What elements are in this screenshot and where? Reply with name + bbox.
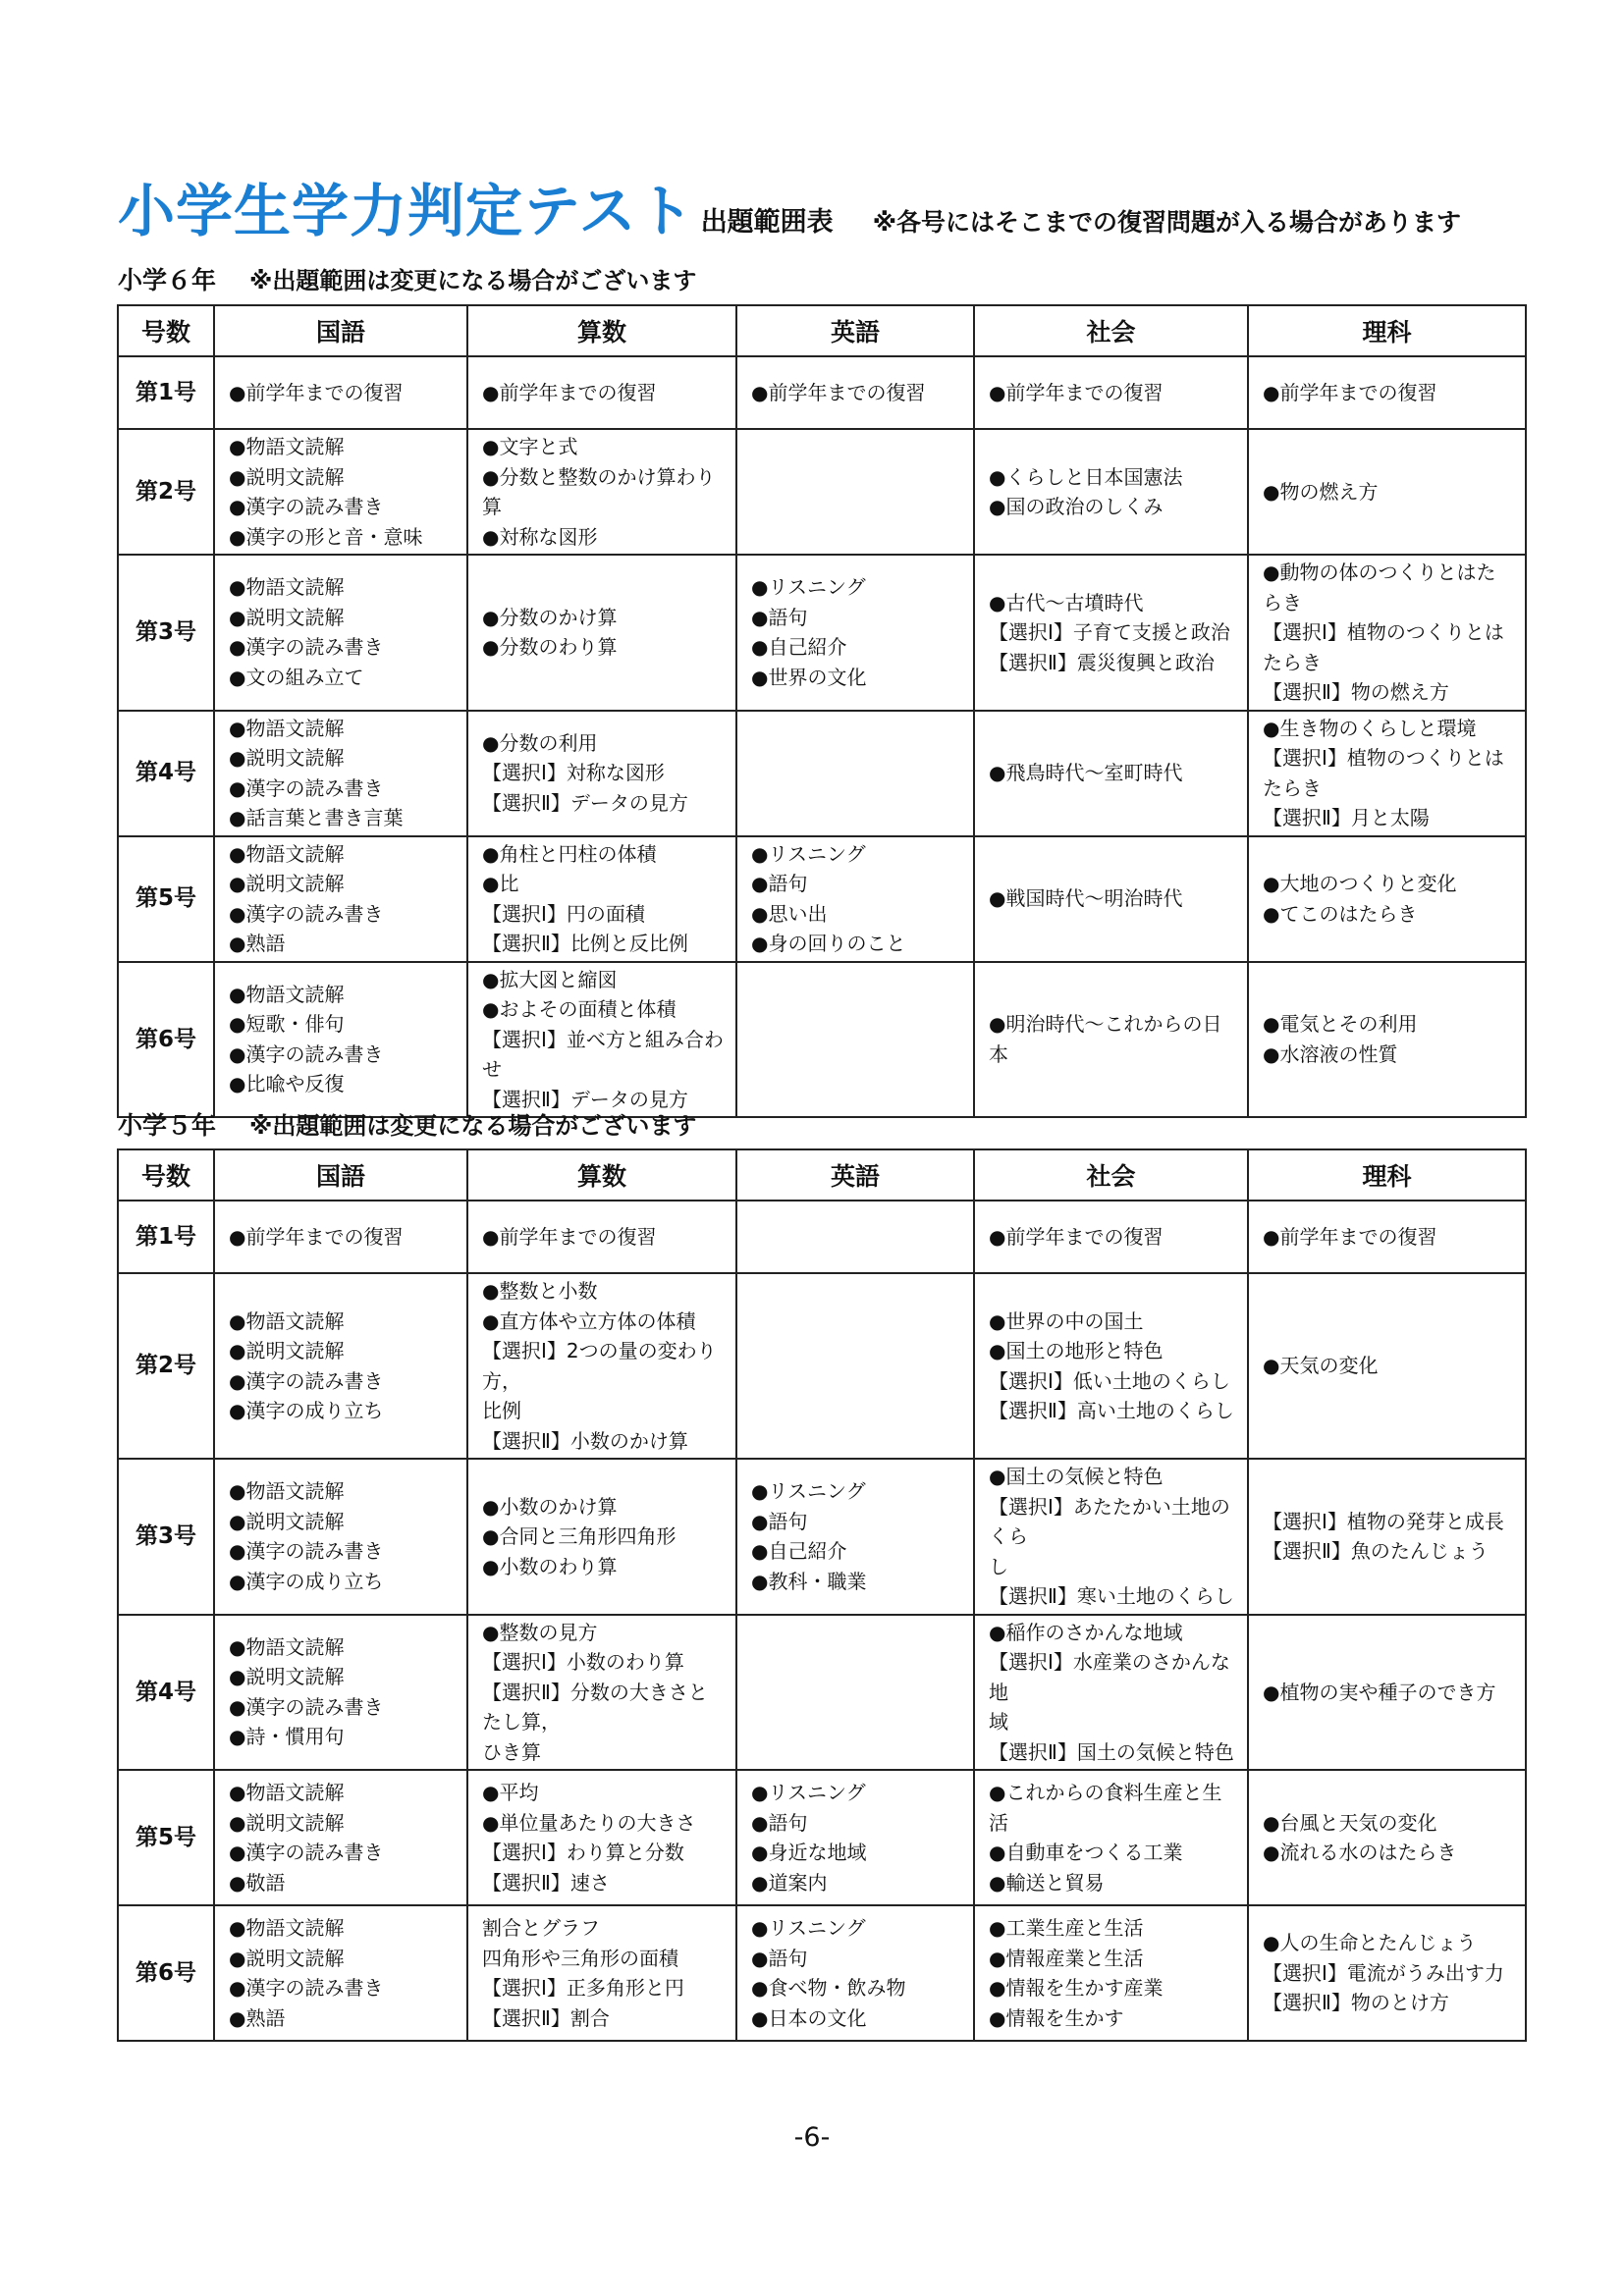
topic-item: ●文の組み立て [229, 665, 364, 689]
topic-item: ●およその面積と体積 [482, 997, 677, 1021]
issue-number: 第1号 [118, 1201, 214, 1273]
topic-item: ●日本の文化 [751, 2005, 867, 2030]
issue-number: 第3号 [118, 555, 214, 711]
topic-item: ●直方体や立方体の体積 [482, 1308, 696, 1333]
topic-item: ●国土の地形と特色 [989, 1339, 1164, 1362]
cell-english [736, 1459, 974, 1615]
cell-math [467, 356, 736, 429]
header-note: ※各号にはそこまでの復習問題が入る場合があります [872, 208, 1461, 237]
topic-item: ●短歌・俳句 [229, 1012, 345, 1037]
topic-item: ●拡大図と縮図 [482, 967, 618, 991]
topic-item: ●くらしと日本国憲法 [989, 464, 1183, 489]
cell-science [1248, 711, 1526, 836]
topic-item: ●工業生産と生活 [989, 1916, 1144, 1940]
topic-item: し [989, 1554, 1008, 1578]
topic-item: ●前学年までの復習 [482, 380, 657, 404]
topic-item: ●動物の体のつくりとはたらき [1263, 561, 1496, 614]
cell-math [467, 555, 736, 711]
topic-item: ●小数のかけ算 [482, 1494, 618, 1519]
topic-item: ●熟語 [229, 2005, 286, 2030]
topic-item: ●世界の中の国土 [989, 1308, 1144, 1333]
topic-item: 【選択Ⅰ】子育て支援と政治 [989, 620, 1230, 644]
cell-science [1248, 1905, 1526, 2041]
column-header: 英語 [736, 1149, 974, 1201]
cell-english [736, 711, 974, 836]
cell-math [467, 1273, 736, 1459]
cell-english [736, 1905, 974, 2041]
section-note: ※出題範囲は変更になる場合がございます [249, 267, 697, 294]
topic-item: 【選択Ⅱ】速さ [482, 1870, 610, 1895]
cell-science [1248, 962, 1526, 1118]
issue-number: 第4号 [118, 1615, 214, 1771]
topic-item: 【選択Ⅰ】小数のわり算 [482, 1650, 684, 1674]
topic-item: ●平均 [482, 1781, 539, 1804]
cell-science [1248, 1770, 1526, 1905]
topic-item: ●説明文読解 [229, 464, 345, 489]
topic-item: ●漢字の成り立ち [229, 1569, 384, 1593]
topic-item: 四角形や三角形の面積 [482, 1946, 678, 1970]
topic-item: ●詩・慣用句 [229, 1725, 345, 1749]
topic-item: 【選択Ⅰ】正多角形と円 [482, 1976, 684, 2000]
table-row [118, 711, 1526, 836]
topic-item: ●物語文読解 [229, 435, 345, 458]
issue-number: 第6号 [118, 962, 214, 1118]
topic-item: 【選択Ⅰ】あたたかい土地のくら [989, 1494, 1230, 1548]
topic-item: ●語句 [751, 1810, 808, 1835]
topic-item: ●熟語 [229, 932, 286, 955]
topic-item: 【選択Ⅰ】植物のつくりとはたらき [1263, 746, 1504, 800]
topic-item: ●単位量あたりの大きさ [482, 1810, 696, 1835]
cell-math [467, 429, 736, 555]
topic-item: ●説明文読解 [229, 605, 345, 629]
table-row [118, 1770, 1526, 1905]
topic-item: ●リスニング [751, 1479, 866, 1504]
topic-item: ●合同と三角形四角形 [482, 1524, 677, 1548]
cell-japanese [214, 836, 467, 962]
topic-item: 【選択Ⅱ】月と太陽 [1263, 806, 1430, 829]
cell-social [974, 1459, 1248, 1615]
cell-social [974, 429, 1248, 555]
topic-item: ●道案内 [751, 1870, 828, 1895]
topic-item: ●台風と天気の変化 [1263, 1810, 1437, 1835]
cell-social [974, 1201, 1248, 1273]
cell-science [1248, 1615, 1526, 1771]
page-subtitle: 出題範囲表 [700, 207, 834, 238]
cell-english [736, 356, 974, 429]
table-row [118, 555, 1526, 711]
topic-item: ●情報産業と生活 [989, 1946, 1144, 1970]
cell-math [467, 1459, 736, 1615]
topic-item: ●食べ物・飲み物 [751, 1976, 906, 2000]
topic-item: ●小数のわり算 [482, 1554, 618, 1578]
column-header: 算数 [467, 305, 736, 356]
topic-item: ●語句 [751, 872, 808, 895]
topic-item: ●物語文読解 [229, 1781, 345, 1804]
table-row [118, 429, 1526, 555]
topic-item: 【選択Ⅰ】2つの量の変わり方， [482, 1339, 717, 1393]
cell-math [467, 1615, 736, 1771]
topic-item: ●説明文読解 [229, 1946, 345, 1970]
topic-item: ●水溶液の性質 [1263, 1041, 1398, 1066]
topic-item: ●物語文読解 [229, 1479, 345, 1504]
cell-science [1248, 555, 1526, 711]
topic-item: ●説明文読解 [229, 1810, 345, 1835]
topic-item: ●前学年までの復習 [229, 1224, 404, 1249]
cell-math [467, 836, 736, 962]
column-header: 国語 [214, 305, 467, 356]
topic-item: ●漢字の読み書き [229, 775, 384, 800]
column-header: 理科 [1248, 305, 1526, 356]
cell-math [467, 1770, 736, 1905]
topic-item: 【選択Ⅱ】データの見方 [482, 1087, 688, 1111]
topic-item: ●敬語 [229, 1870, 286, 1895]
topic-item: 割合とグラフ [482, 1916, 600, 1940]
issue-number: 第6号 [118, 1905, 214, 2041]
topic-item: ●角柱と円柱の体積 [482, 841, 657, 866]
topic-item: ●物語文読解 [229, 575, 345, 600]
column-header: 英語 [736, 305, 974, 356]
topic-item: ●飛鳥時代～室町時代 [989, 761, 1183, 785]
topic-item: ●前学年までの復習 [1263, 1224, 1437, 1249]
table-row [118, 1459, 1526, 1615]
topic-item: ●世界の文化 [751, 665, 867, 689]
topic-item: 【選択Ⅱ】小数のかけ算 [482, 1428, 688, 1453]
topic-item: ●教科・職業 [751, 1569, 867, 1593]
grade5-heading [118, 1106, 696, 1142]
cell-social [974, 1615, 1248, 1771]
cell-japanese [214, 555, 467, 711]
topic-item: ●説明文読解 [229, 1665, 345, 1689]
topic-item: 【選択Ⅱ】物のとけ方 [1263, 1991, 1449, 2015]
topic-item: ●生き物のくらしと環境 [1263, 716, 1477, 740]
topic-item: 域 [989, 1710, 1008, 1734]
topic-item: ●大地のつくりと変化 [1263, 872, 1457, 895]
topic-item: ●漢字の読み書き [229, 1694, 384, 1719]
cell-english [736, 1273, 974, 1459]
cell-japanese [214, 1459, 467, 1615]
topic-item: ●前学年までの復習 [751, 380, 926, 404]
topic-item: ●整数と小数 [482, 1279, 598, 1303]
topic-item: ●話言葉と書き言葉 [229, 806, 404, 829]
topic-item: ●リスニング [751, 1916, 866, 1940]
table-row [118, 836, 1526, 962]
topic-item: ●漢字の読み書き [229, 635, 384, 660]
topic-item: 比例 [482, 1399, 521, 1422]
topic-item: ●説明文読解 [229, 872, 345, 895]
topic-item: ●分数のわり算 [482, 635, 618, 660]
cell-english [736, 1201, 974, 1273]
topic-item: 【選択Ⅰ】植物の発芽と成長 [1263, 1509, 1504, 1533]
issue-number: 第2号 [118, 1273, 214, 1459]
grade6-heading [118, 261, 696, 296]
cell-japanese [214, 1201, 467, 1273]
topic-item: ●国土の気候と特色 [989, 1465, 1164, 1488]
topic-item: ●語句 [751, 605, 808, 629]
issue-number: 第5号 [118, 836, 214, 962]
topic-item: ●前学年までの復習 [989, 1224, 1164, 1249]
topic-item: ●説明文読解 [229, 746, 345, 770]
column-header: 号数 [118, 305, 214, 356]
topic-item: 【選択Ⅱ】魚のたんじょう [1263, 1539, 1489, 1564]
topic-item: ●漢字の成り立ち [229, 1399, 384, 1422]
topic-item: 【選択Ⅰ】低い土地のくらし [989, 1368, 1230, 1393]
topic-item: ●文字と式 [482, 435, 578, 458]
issue-number: 第4号 [118, 711, 214, 836]
topic-item: 【選択Ⅱ】比例と反比例 [482, 932, 688, 955]
topic-item: 【選択Ⅱ】寒い土地のくらし [989, 1584, 1234, 1608]
cell-social [974, 962, 1248, 1118]
topic-item: ●漢字の読み書き [229, 1841, 384, 1864]
cell-science [1248, 356, 1526, 429]
cell-english [736, 836, 974, 962]
topic-item: ●自己紹介 [751, 1539, 847, 1564]
topic-item: ●物語文読解 [229, 1634, 345, 1659]
cell-english [736, 1615, 974, 1771]
topic-item: 【選択Ⅱ】震災復興と政治 [989, 650, 1215, 674]
topic-item: ●明治時代～これからの日本 [989, 1012, 1222, 1066]
topic-item: ●自動車をつくる工業 [989, 1841, 1183, 1864]
cell-social [974, 555, 1248, 711]
topic-item: 【選択Ⅱ】割合 [482, 2005, 610, 2030]
topic-item: ●物語文読解 [229, 1916, 345, 1940]
column-header: 算数 [467, 1149, 736, 1201]
topic-item: ●これからの食料生産と生活 [989, 1781, 1222, 1835]
topic-item: ●漢字の読み書き [229, 1539, 384, 1564]
topic-item: ●戦国時代～明治時代 [989, 886, 1183, 911]
topic-item: ●漢字の読み書き [229, 495, 384, 518]
topic-item: ●漢字の形と音・意味 [229, 524, 423, 549]
cell-social [974, 836, 1248, 962]
header-row [118, 1149, 1526, 1201]
cell-japanese [214, 711, 467, 836]
topic-item: 【選択Ⅱ】高い土地のくらし [989, 1399, 1234, 1422]
cell-japanese [214, 429, 467, 555]
cell-japanese [214, 1273, 467, 1459]
topic-item: ●思い出 [751, 901, 828, 926]
cell-science [1248, 1459, 1526, 1615]
cell-social [974, 356, 1248, 429]
topic-item: ●漢字の読み書き [229, 1041, 384, 1066]
topic-item: ●稲作のさかんな地域 [989, 1620, 1183, 1644]
topic-item: 【選択Ⅰ】植物のつくりとはたらき [1263, 620, 1504, 674]
table-row [118, 1615, 1526, 1771]
cell-japanese [214, 356, 467, 429]
topic-item: ●身の回りのこと [751, 932, 906, 955]
table-row [118, 356, 1526, 429]
topic-item: ●物語文読解 [229, 982, 345, 1006]
topic-item: ●流れる水のはたらき [1263, 1841, 1457, 1864]
topic-item: ●前学年までの復習 [989, 380, 1164, 404]
topic-item: ●電気とその利用 [1263, 1012, 1418, 1037]
topic-item: 【選択Ⅱ】データの見方 [482, 790, 688, 815]
topic-item: ひき算 [482, 1739, 541, 1764]
issue-number: 第3号 [118, 1459, 214, 1615]
column-header: 国語 [214, 1149, 467, 1201]
cell-english [736, 429, 974, 555]
topic-item: ●物語文読解 [229, 716, 345, 740]
topic-item: ●自己紹介 [751, 635, 847, 660]
grade6-range-table [117, 304, 1527, 1118]
topic-item: ●身近な地域 [751, 1841, 867, 1864]
topic-item: ●対称な図形 [482, 524, 598, 549]
topic-item: ●物語文読解 [229, 1308, 345, 1333]
topic-item: ●前学年までの復習 [1263, 380, 1437, 404]
cell-math [467, 962, 736, 1118]
topic-item: ●前学年までの復習 [482, 1224, 657, 1249]
topic-item: ●分数と整数のかけ算わり算 [482, 464, 716, 518]
topic-item: ●植物の実や種子のでき方 [1263, 1680, 1496, 1704]
topic-item: 【選択Ⅰ】対称な図形 [482, 761, 665, 785]
topic-item: ●情報を生かす産業 [989, 1976, 1164, 2000]
topic-item: 【選択Ⅱ】国土の気候と特色 [989, 1739, 1234, 1764]
topic-item: ●前学年までの復習 [229, 380, 404, 404]
topic-item: ●分数のかけ算 [482, 605, 618, 629]
topic-item: ●比喩や反復 [229, 1072, 345, 1096]
topic-item: ●漢字の読み書き [229, 1976, 384, 2000]
column-header: 社会 [974, 1149, 1248, 1201]
page-number: -6- [793, 2122, 831, 2153]
cell-social [974, 711, 1248, 836]
cell-math [467, 1201, 736, 1273]
cell-japanese [214, 962, 467, 1118]
topic-item: ●国の政治のしくみ [989, 495, 1164, 518]
section-title: 小学６年 [118, 266, 217, 294]
cell-science [1248, 836, 1526, 962]
cell-english [736, 555, 974, 711]
page-header [118, 165, 1461, 247]
topic-item: ●リスニング [751, 1781, 866, 1804]
cell-math [467, 1905, 736, 2041]
cell-japanese [214, 1615, 467, 1771]
topic-item: ●説明文読解 [229, 1339, 345, 1362]
cell-social [974, 1905, 1248, 2041]
topic-item: 【選択Ⅰ】わり算と分数 [482, 1841, 684, 1864]
topic-item: ●リスニング [751, 575, 866, 600]
cell-japanese [214, 1905, 467, 2041]
topic-item: ●語句 [751, 1509, 808, 1533]
cell-english [736, 962, 974, 1118]
issue-number: 第1号 [118, 356, 214, 429]
header-row [118, 305, 1526, 356]
cell-math [467, 711, 736, 836]
topic-item: ●語句 [751, 1946, 808, 1970]
issue-number: 第5号 [118, 1770, 214, 1905]
topic-item: ●漢字の読み書き [229, 1368, 384, 1393]
section-title: 小学５年 [118, 1111, 217, 1140]
topic-item: 【選択Ⅰ】円の面積 [482, 901, 645, 926]
section-note: ※出題範囲は変更になる場合がございます [249, 1112, 697, 1140]
issue-number: 第2号 [118, 429, 214, 555]
topic-item: ●整数の見方 [482, 1620, 598, 1644]
topic-item: ●情報を生かす [989, 2005, 1124, 2030]
grade5-range-table [117, 1148, 1527, 2042]
cell-english [736, 1770, 974, 1905]
cell-science [1248, 429, 1526, 555]
table-row [118, 1905, 1526, 2041]
topic-item: ●リスニング [751, 841, 866, 866]
topic-item: 【選択Ⅱ】物の燃え方 [1263, 680, 1449, 704]
topic-item: 【選択Ⅰ】並べ方と組み合わせ [482, 1027, 724, 1081]
topic-item: ●物の燃え方 [1263, 479, 1379, 504]
column-header: 社会 [974, 305, 1248, 356]
topic-item: ●人の生命とたんじょう [1263, 1931, 1477, 1955]
topic-item: ●漢字の読み書き [229, 901, 384, 926]
cell-science [1248, 1273, 1526, 1459]
topic-item: 【選択Ⅰ】電流がうみ出す力 [1263, 1960, 1504, 1985]
topic-item: 【選択Ⅱ】分数の大きさとたし算， [482, 1680, 708, 1734]
cell-social [974, 1273, 1248, 1459]
topic-item: ●物語文読解 [229, 841, 345, 866]
topic-item: ●てこのはたらき [1263, 901, 1418, 926]
cell-science [1248, 1201, 1526, 1273]
topic-item: ●天気の変化 [1263, 1354, 1379, 1378]
topic-item: 【選択Ⅰ】水産業のさかんな地 [989, 1650, 1230, 1704]
page-title: 小学生学力判定テスト [118, 178, 695, 244]
topic-item: ●比 [482, 872, 519, 895]
topic-item: ●古代～古墳時代 [989, 590, 1144, 614]
cell-japanese [214, 1770, 467, 1905]
cell-social [974, 1770, 1248, 1905]
table-row [118, 962, 1526, 1118]
topic-item: ●輸送と貿易 [989, 1870, 1105, 1895]
topic-item: ●説明文読解 [229, 1509, 345, 1533]
table-row [118, 1201, 1526, 1273]
topic-item: ●分数の利用 [482, 730, 598, 755]
column-header: 号数 [118, 1149, 214, 1201]
table-row [118, 1273, 1526, 1459]
column-header: 理科 [1248, 1149, 1526, 1201]
